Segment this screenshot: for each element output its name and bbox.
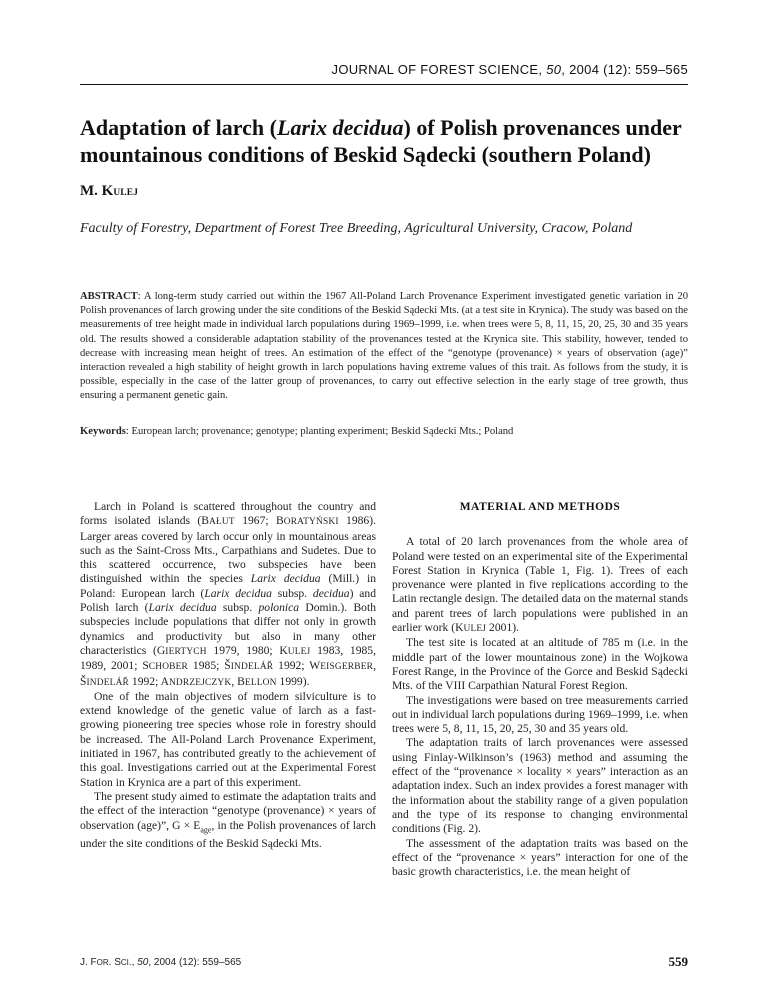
abstract <box>80 290 688 404</box>
section-heading-material-methods: MATERIAL AND METHODS <box>459 501 621 513</box>
journal-volume: 50 <box>546 62 562 77</box>
journal-name: JOURNAL OF FOREST SCIENCE, <box>331 62 547 77</box>
intro-paragraph-3: The present study aimed to estimate the adaptation traits and the effect of the interaction “genotype (provenance) × years of observation (age)”, $G \times E_{age}$, in the Polish provenances of larch under the site conditions of the Beskid Sądecki Mts. <box>80 789 376 851</box>
keywords-text: : European larch; provenance; genotype; planting experiment; Beskid Sądecki Mts.; Poland <box>125 426 514 437</box>
footer-citation: J. FOR. SCI., 50, 2004 (12): 559–565 <box>80 957 242 968</box>
left-column <box>80 500 376 851</box>
keywords <box>80 425 688 439</box>
methods-paragraph-3: The investigations were based on tree measurements carried out in individual larch populations during 1969–1999, i.e. when trees were 5, 8, 11, 15, 20, 25, 30 and 35 years old. <box>392 693 688 736</box>
intro-paragraph-2: One of the main objectives of modern silviculture is to extend knowledge of the genetic value of larch as a fast-growing pioneering tree species whose role in forestry should be increased. The All-Poland Larch Provenance Experiment, initiated in 1967, has contributed greatly to the achievement of this goal. Investigations carried out at the Experimental Forest Station in Krynica are a part of this experiment. <box>80 689 376 789</box>
affiliation: Faculty of Forestry, Department of Forest Tree Breeding, Agricultural University, Cracow, Poland <box>80 221 633 236</box>
methods-paragraph-1: A total of 20 larch provenances from the whole area of Poland were tested on an experimental site of the Experimental Forest Station in Krynica (Table 1, Fig. 1). Trees of each provenance were planted in five replications according to the Latin rectangle design. The detailed data on the maternal stands and parent trees of larch populations were published in an earlier work (KULEJ 2001). <box>392 535 688 635</box>
author-surname-smallcaps: ULEJ <box>113 188 139 198</box>
keywords-label: Keywords <box>80 426 126 437</box>
article-title <box>80 114 688 168</box>
intro-paragraph-1: Larch in Poland is scattered throughout the country and forms isolated islands (BAŁUT 1967; BORATYŃSKI 1986). Larger areas covered by larch occur only in mountainous areas such as the Saint-Cross Mts., Carpathians and Sudetes. Due to this scattered occurrence, two subspecies have been distinguished within the species Larix decidua (Mill.) in Poland: European larch (Larix decidua subsp. decidua) and Polish larch (Larix decidua subsp. polonica Domin.). Both subspecies include populations that differ not only in growth dynamics and productivity but also in many other characteristics (GIERTYCH 1979, 1980; KULEJ 1983, 1985, 1989, 2001; SCHOBER 1985; ŠINDELÁŘ 1992; WEISGERBER, ŠINDELÁŘ 1992; ANDRZEJCZYK, BELLON 1999). <box>80 500 377 688</box>
abstract-text: : A long-term study carried out within the 1967 All-Poland Larch Provenance Experiment investigated genetic variation in 20 Polish provenances of larch growing under the site conditions of the Beskid Sądecki Mts. (at a test site in Krynica). The study was based on the measurements of tree height made in individual larch populations during 1969–1999, i.e. when trees were 5, 8, 11, 15, 20, 25, 30 and 35 years old. The results showed a considerable adaptation stability of the provenances tested at the Krynica site. This stability, however, tended to decrease with increasing mean height of trees. An estimation of the effect of the “genotype (provenance) × years of observation (age)” interaction revealed a high stability of height growth in larch populations having extreme values of this trait. As follows from the study, it is possible, especially in the case of the latter group of provenances, to carry out effective selection in the early stage of tree growth, thus ensuring a permanent genetic gain. <box>80 291 688 402</box>
abstract-label: ABSTRACT <box>80 291 138 302</box>
journal-issue-pages: , 2004 (12): 559–565 <box>561 62 688 77</box>
author <box>80 183 138 200</box>
header-rule <box>80 84 688 85</box>
methods-paragraph-4: The adaptation traits of larch provenances were assessed using Finlay-Wilkinson’s (1963) method and assuming the effect of the “provenance × locality × years” interaction as an adaptation index. Such an index provides a forest manager with the information about the stability range of a given population and the type of its response to changing environmental conditions (Fig. 2). <box>392 736 688 836</box>
author-initial: M. K <box>80 183 114 199</box>
methods-paragraph-2: The test site is located at an altitude of 785 m (i.e. in the middle part of the lower mountainous zone) in the Wojkowa Forest Range, in the Province of the Gorce and Beskid Sądecki Mts. of the VIII Carpathian Natural Forest Region. <box>392 636 688 693</box>
methods-paragraph-5: The assessment of the adaptation traits was based on the effect of the “provenance × years” interaction for one of the basic growth characteristics, i.e. the mean height of <box>392 836 688 879</box>
title-species: Larix decidua <box>277 115 404 140</box>
title-part-1: Adaptation of larch ( <box>80 115 277 140</box>
right-column <box>392 500 688 879</box>
running-head <box>80 62 688 77</box>
page-number: 559 <box>668 954 688 969</box>
title-part-2: ) of Polish provenances under mountainous conditions of Beskid Sądecki (southern Poland) <box>80 115 682 167</box>
